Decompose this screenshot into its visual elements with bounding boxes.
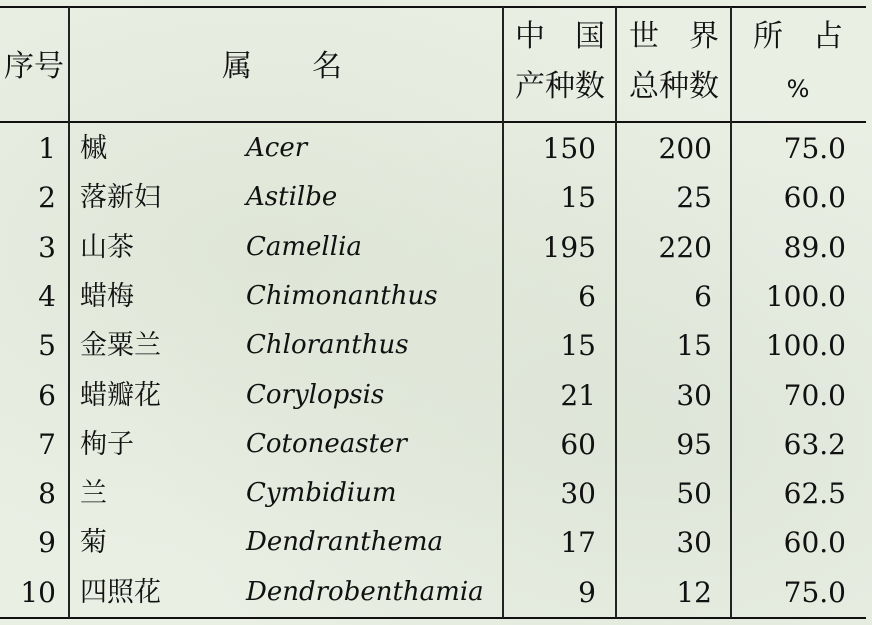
row-chinese-name: 兰 [80, 478, 107, 509]
row-percent: 89.0 [783, 231, 846, 264]
row-world-count: 30 [676, 526, 712, 559]
row-china-count: 150 [542, 132, 596, 165]
header-world-count-line1: 世 界 [629, 19, 719, 54]
row-world-count: 12 [676, 576, 712, 609]
header-world-count-line2: 总种数 [629, 69, 719, 104]
row-latin-name: Chimonanthus [246, 281, 438, 311]
row-world-count: 200 [658, 132, 712, 165]
row-world-count: 15 [676, 329, 712, 362]
row-percent: 100.0 [765, 329, 846, 362]
row-chinese-name: 金粟兰 [80, 330, 161, 361]
row-latin-name: Corylopsis [246, 380, 385, 410]
table-bottom-rule [0, 617, 866, 619]
row-percent: 75.0 [783, 132, 846, 165]
table-top-rule [0, 6, 866, 8]
header-genus: 属 名 [222, 49, 342, 84]
row-china-count: 9 [578, 576, 596, 609]
row-china-count: 15 [560, 181, 596, 214]
row-percent: 60.0 [783, 181, 846, 214]
table-header-rule [0, 121, 866, 123]
row-chinese-name: 槭 [80, 133, 107, 164]
row-china-count: 195 [542, 231, 596, 264]
row-world-count: 220 [658, 231, 712, 264]
row-chinese-name: 四照花 [80, 577, 161, 608]
header-percent-line1: 所 占 [753, 19, 843, 54]
row-latin-name: Acer [246, 133, 308, 163]
row-china-count: 6 [578, 280, 596, 313]
row-china-count: 15 [560, 329, 596, 362]
row-index: 3 [38, 231, 56, 264]
row-china-count: 30 [560, 477, 596, 510]
row-index: 8 [38, 477, 56, 510]
row-latin-name: Cymbidium [246, 478, 397, 508]
column-divider [615, 7, 617, 618]
row-world-count: 6 [694, 280, 712, 313]
column-divider [502, 7, 504, 618]
row-latin-name: Dendrobenthamia [246, 577, 484, 607]
row-chinese-name: 山茶 [80, 232, 134, 263]
column-divider [730, 7, 732, 618]
row-percent: 75.0 [783, 576, 846, 609]
row-index: 9 [38, 526, 56, 559]
row-chinese-name: 蜡梅 [80, 281, 134, 312]
row-chinese-name: 栒子 [80, 429, 134, 460]
row-world-count: 50 [676, 477, 712, 510]
row-world-count: 95 [676, 428, 712, 461]
row-index: 7 [38, 428, 56, 461]
row-index: 10 [20, 576, 56, 609]
row-china-count: 17 [560, 526, 596, 559]
row-percent: 63.2 [783, 428, 846, 461]
row-latin-name: Astilbe [246, 182, 338, 212]
row-chinese-name: 落新妇 [80, 182, 161, 213]
row-chinese-name: 蜡瓣花 [80, 380, 161, 411]
row-percent: 60.0 [783, 526, 846, 559]
column-divider [68, 7, 70, 618]
row-index: 2 [38, 181, 56, 214]
row-latin-name: Cotoneaster [246, 429, 407, 459]
row-index: 6 [38, 379, 56, 412]
header-china-count-line1: 中 国 [515, 19, 605, 54]
row-latin-name: Dendranthema [246, 527, 444, 557]
row-percent: 62.5 [783, 477, 846, 510]
row-chinese-name: 菊 [80, 527, 107, 558]
row-index: 5 [38, 329, 56, 362]
header-index: 序号 [4, 49, 64, 84]
row-latin-name: Chloranthus [246, 330, 409, 360]
row-china-count: 21 [560, 379, 596, 412]
row-index: 1 [38, 132, 56, 165]
row-china-count: 60 [560, 428, 596, 461]
row-world-count: 25 [676, 181, 712, 214]
row-world-count: 30 [676, 379, 712, 412]
row-latin-name: Camellia [246, 232, 362, 262]
header-percent-line2: % [786, 75, 810, 103]
row-index: 4 [38, 280, 56, 313]
row-percent: 100.0 [765, 280, 846, 313]
header-china-count-line2: 产种数 [515, 69, 605, 104]
row-percent: 70.0 [783, 379, 846, 412]
